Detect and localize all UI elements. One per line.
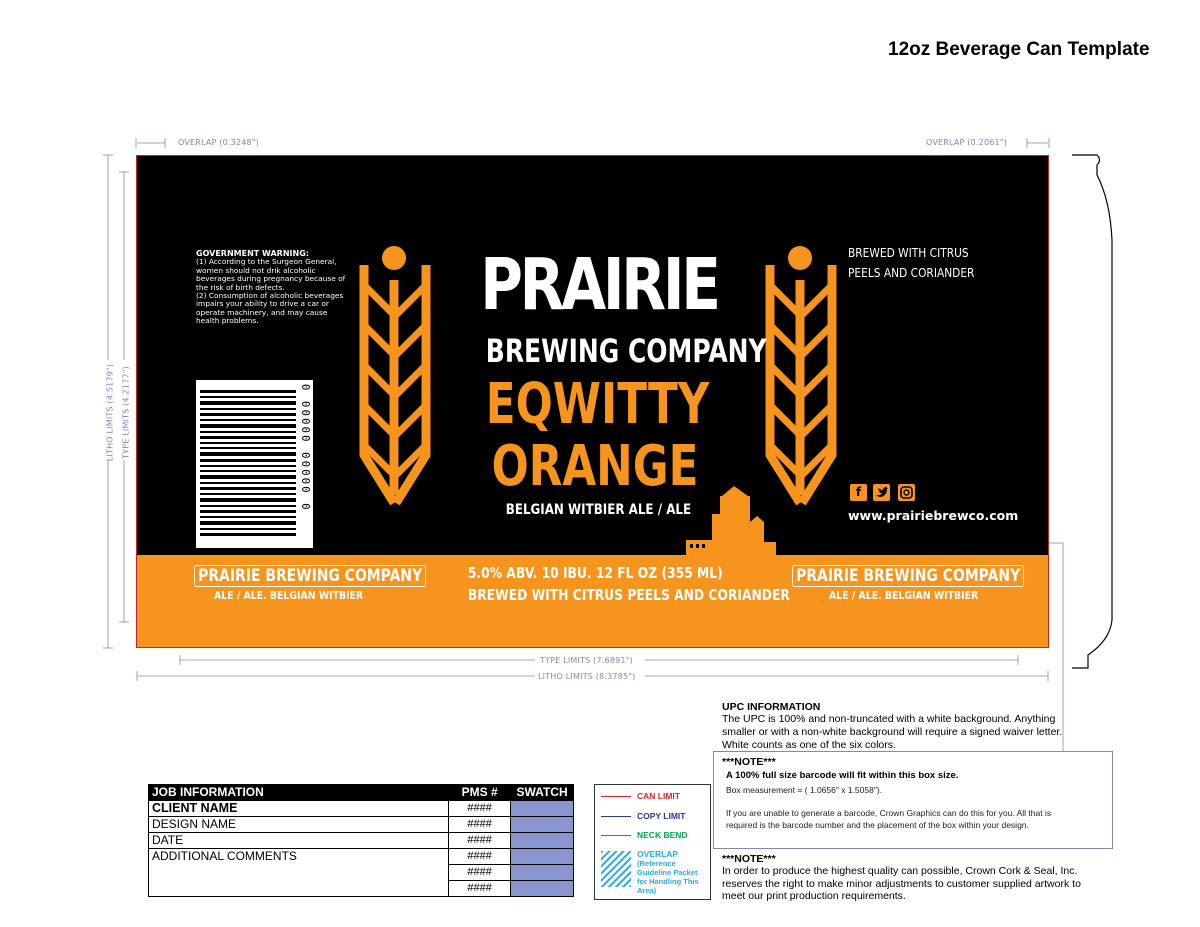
twitter-icon[interactable] [873, 484, 890, 501]
overlap-right-label: OVERLAP (0.2061") [926, 138, 1008, 147]
copy-limit-swatch [601, 816, 631, 817]
note2-title: ***NOTE*** [722, 853, 776, 865]
note1-measurement: Box measurement = ( 1.0656" x 1.5058"). [726, 785, 883, 795]
government-warning-p2: (2) Consumption of alcoholic beverages impairs your ability to drive a car or operate machinery, and may cause health problems. [196, 291, 344, 326]
additional-comments-field[interactable]: ADDITIONAL COMMENTS [149, 849, 449, 897]
side-brewed-text: BREWED WITH CITRUS PEELS AND CORIANDER [848, 245, 975, 280]
can-limit-swatch [601, 796, 631, 797]
swatch-header: SWATCH [511, 785, 574, 801]
litho-limits-horizontal-label: LITHO LIMITS (8.3785") [538, 672, 636, 681]
type-limits-horizontal-label: TYPE LIMITS (7.6891") [540, 656, 633, 665]
line-legend [594, 784, 711, 900]
upc-info-title: UPC INFORMATION [722, 701, 821, 713]
bottom-brand-box-left: PRAIRIE BREWING COMPANY [194, 565, 426, 587]
pms-header: PMS # [449, 785, 511, 801]
note2-body: In order to produce the highest quality can possible, Crown Cork & Seal, Inc. reserves the right to make minor adjustments to customer supplied artwork to meet our print production requirements. [722, 865, 1081, 902]
swatch-cell [511, 881, 574, 897]
job-table-header [149, 785, 574, 801]
barcode-digits: 0 00000 00000 0 [299, 384, 311, 512]
overlap-label: OVERLAP [637, 849, 679, 859]
brand-logo-text: PRAIRIE [480, 243, 718, 326]
upc-info-body: The UPC is 100% and non-truncated with a white background. Anything smaller or with a non-white background will require a signed waiver letter. White counts as one of the six colors. [722, 713, 1063, 751]
job-information-table [148, 784, 574, 897]
job-info-header: JOB INFORMATION [149, 785, 449, 801]
swatch-cell [511, 801, 574, 817]
neck-bend-label: NECK BEND [637, 830, 688, 840]
pms-value[interactable]: #### [449, 817, 511, 833]
pms-value[interactable]: #### [449, 849, 511, 865]
design-name-field[interactable]: DESIGN NAME [149, 817, 449, 833]
bottom-style-right: ALE / ALE. BELGIAN WITBIER [829, 589, 979, 602]
swatch-cell [511, 865, 574, 881]
type-limits-vertical-label: TYPE LIMITS (4.2177") [121, 366, 131, 459]
facebook-icon[interactable]: f [850, 484, 867, 501]
can-limit-label: CAN LIMIT [637, 791, 680, 801]
pms-value[interactable]: #### [449, 865, 511, 881]
copy-limit-label: COPY LIMIT [637, 811, 686, 821]
beer-name-line1: EQWITTY [485, 372, 710, 437]
overlap-hatch-swatch [601, 851, 631, 887]
note1-body: If you are unable to generate a barcode, Crown Graphics can do this for you. All that is required is the barcode number and the placement of the box within your design. [726, 808, 1052, 830]
beer-style-line: BELGIAN WITBIER ALE / ALE [505, 502, 692, 518]
page-title: 12oz Beverage Can Template [888, 39, 1150, 60]
swatch-cell [511, 817, 574, 833]
government-warning [196, 250, 346, 326]
note1-title: ***NOTE*** [722, 756, 776, 768]
bottom-brand-box-right: PRAIRIE BREWING COMPANY [792, 565, 1024, 587]
pms-value[interactable]: #### [449, 833, 511, 849]
overlap-left-label: OVERLAP (0.3248") [178, 138, 260, 147]
table-row [149, 833, 574, 849]
client-name-field[interactable]: CLIENT NAME [149, 801, 449, 817]
overlap-note: (Reference Guideline Packet for Handling This Area) [637, 859, 699, 895]
swatch-cell [511, 833, 574, 849]
beer-name-line2: ORANGE [491, 434, 699, 499]
table-row [149, 801, 574, 817]
government-warning-title: GOVERNMENT WARNING: [196, 249, 309, 258]
instagram-icon[interactable] [898, 484, 915, 501]
grain-elevator-graphic [686, 484, 778, 556]
wheat-right-graphic [762, 245, 842, 507]
litho-limits-vertical-label: LITHO LIMITS (4.5179") [105, 363, 115, 462]
bottom-style-left: ALE / ALE. BELGIAN WITBIER [214, 589, 364, 602]
pms-value[interactable]: #### [449, 801, 511, 817]
website-url[interactable]: www.prairiebrewco.com [848, 508, 1019, 523]
note1-subtitle: A 100% full size barcode will fit within this box size. [726, 770, 959, 781]
neck-bend-swatch [601, 835, 631, 836]
wheat-left-graphic [356, 245, 436, 507]
table-row [149, 817, 574, 833]
date-field[interactable]: DATE [149, 833, 449, 849]
swatch-cell [511, 849, 574, 865]
table-row [149, 849, 574, 865]
pms-value[interactable]: #### [449, 881, 511, 897]
barcode-note-box [713, 751, 1113, 849]
brand-subtitle: BREWING COMPANY [485, 332, 767, 370]
beer-stats: 5.0% ABV. 10 IBU. 12 FL OZ (355 ML) [467, 564, 723, 582]
bottom-brewed-text: BREWED WITH CITRUS PEELS AND CORIANDER [467, 586, 790, 604]
government-warning-p1: (1) According to the Surgeon General, women should not drik alcoholic beverages during pregnancy because of the risk of birth defects. [196, 257, 346, 292]
